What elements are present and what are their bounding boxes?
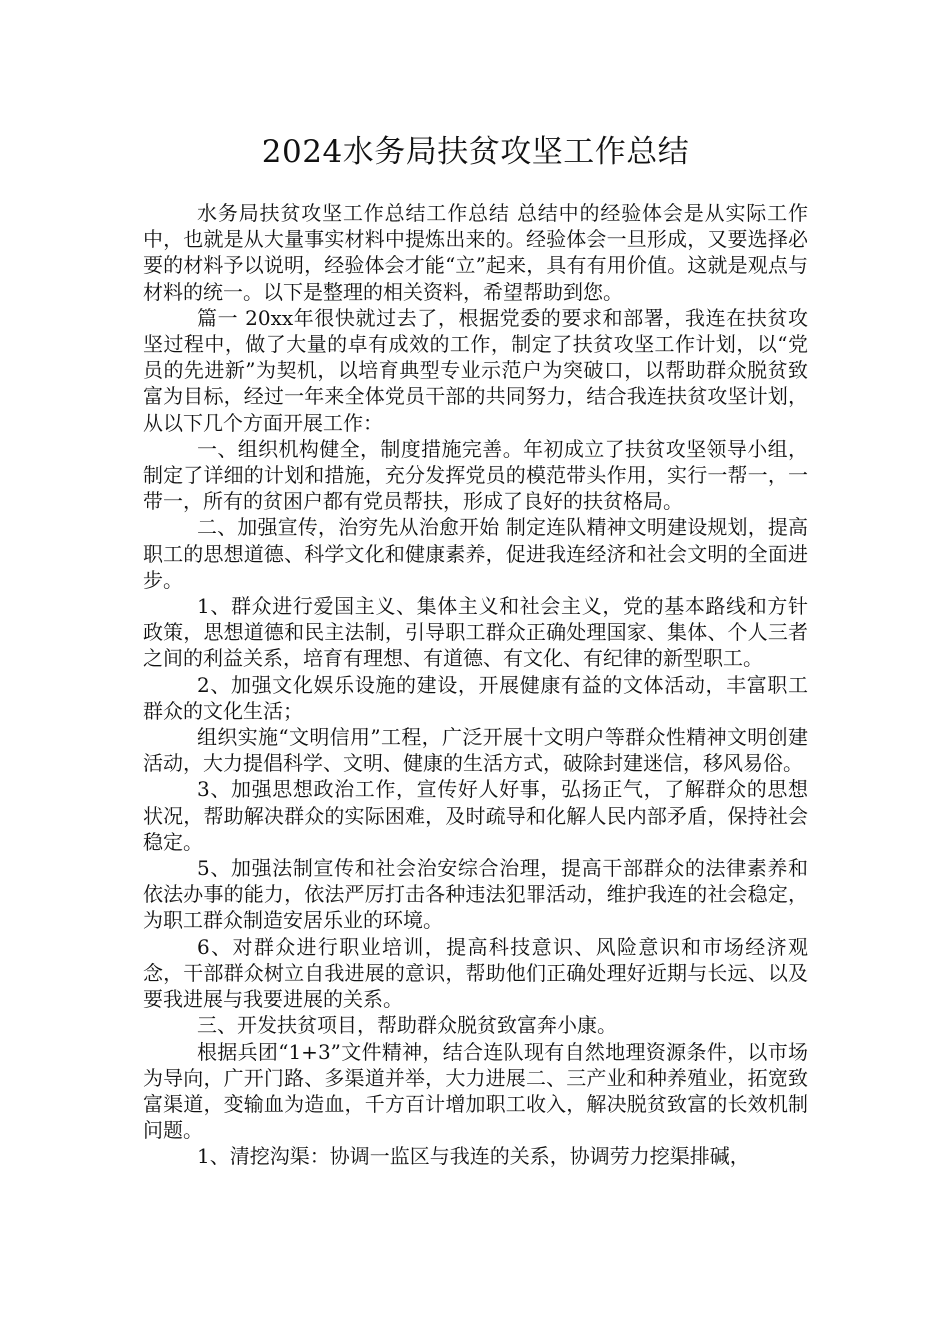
paragraph-item-6: 6、对群众进行职业培训，提高科技意识、风险意识和市场经济观念，干部群众树立自我进展的意识，帮助他们正确处理好近期与长远、以及要我进展与我要进展的关系。 [143, 934, 808, 1012]
paragraph-item-1: 1、群众进行爱国主义、集体主义和社会主义，党的基本路线和方针政策，思想道德和民主法制，引导职工群众正确处理国家、集体、个人三者之间的利益关系，培育有理想、有道德、有文化、有纪律的新型职工。 [143, 594, 808, 671]
paragraph-section-3: 三、开发扶贫项目，帮助群众脱贫致富奔小康。 [197, 1013, 617, 1038]
document-page [143, 128, 808, 1170]
paragraph-item-3: 3、加强思想政治工作，宣传好人好事，弘扬正气，了解群众的思想状况，帮助解决群众的实际困难，及时疏导和化解人民内部矛盾，保持社会稳定。 [143, 777, 808, 854]
paragraph-item-5: 5、加强法制宣传和社会治安综合治理，提高干部群众的法律素养和依法办事的能力，依法严厉打击各种违法犯罪活动，维护我连的社会稳定，为职工群众制造安居乐业的环境。 [143, 856, 808, 933]
document-body [143, 200, 808, 1170]
paragraph-section-3-body: 根据兵团“1+3”文件精神，结合连队现有自然地理资源条件，以市场为导向，广开门路、多渠道并举，大力进展二、三产业和种养殖业，拓宽致富渠道，变输血为造血，千方百计增加职工收入，解决脱贫致富的长效机制问题。 [143, 1039, 808, 1143]
paragraph-item-2: 2、加强文化娱乐设施的建设，开展健康有益的文体活动，丰富职工群众的文化生活； [143, 672, 808, 723]
paragraph-part-one: 篇一 20xx年很快就过去了，根据党委的要求和部署，我连在扶贫攻坚过程中，做了大量的卓有成效的工作，制定了扶贫攻坚工作计划，以“党员的先进新”为契机，以培育典型专业示范户为突破口，以帮助群众脱贫致富为目标，经过一年来全体党员干部的共同努力，结合我连扶贫攻坚计划，从以下几个方面开展工作： [143, 305, 808, 435]
paragraph-intro: 水务局扶贫攻坚工作总结工作总结 总结中的经验体会是从实际工作中，也就是从大量事实材料中提炼出来的。经验体会一旦形成，又要选择必要的材料予以说明，经验体会才能“立”起来，具有有用价值。这就是观点与材料的统一。以下是整理的相关资料，希望帮助到您。 [143, 201, 808, 304]
paragraph-section-1: 一、组织机构健全，制度措施完善。年初成立了扶贫攻坚领导小组，制定了详细的计划和措施，充分发挥党员的模范带头作用，实行一帮一，一带一，所有的贫困户都有党员帮扶，形成了良好的扶贫格局。 [143, 436, 808, 514]
paragraph-item-2-cont: 组织实施“文明信用”工程，广泛开展十文明户等群众性精神文明创建活动，大力提倡科学、文明、健康的生活方式，破除封建迷信，移风易俗。 [143, 725, 808, 776]
paragraph-item-clear-ditch: 1、清挖沟渠：协调一监区与我连的关系，协调劳力挖渠排碱， [197, 1144, 750, 1169]
document-title: 2024水务局扶贫攻坚工作总结 [261, 134, 690, 170]
paragraph-section-2: 二、加强宣传，治穷先从治愈开始 制定连队精神文明建设规划，提高职工的思想道德、科学文化和健康素养，促进我连经济和社会文明的全面进步。 [143, 515, 808, 592]
